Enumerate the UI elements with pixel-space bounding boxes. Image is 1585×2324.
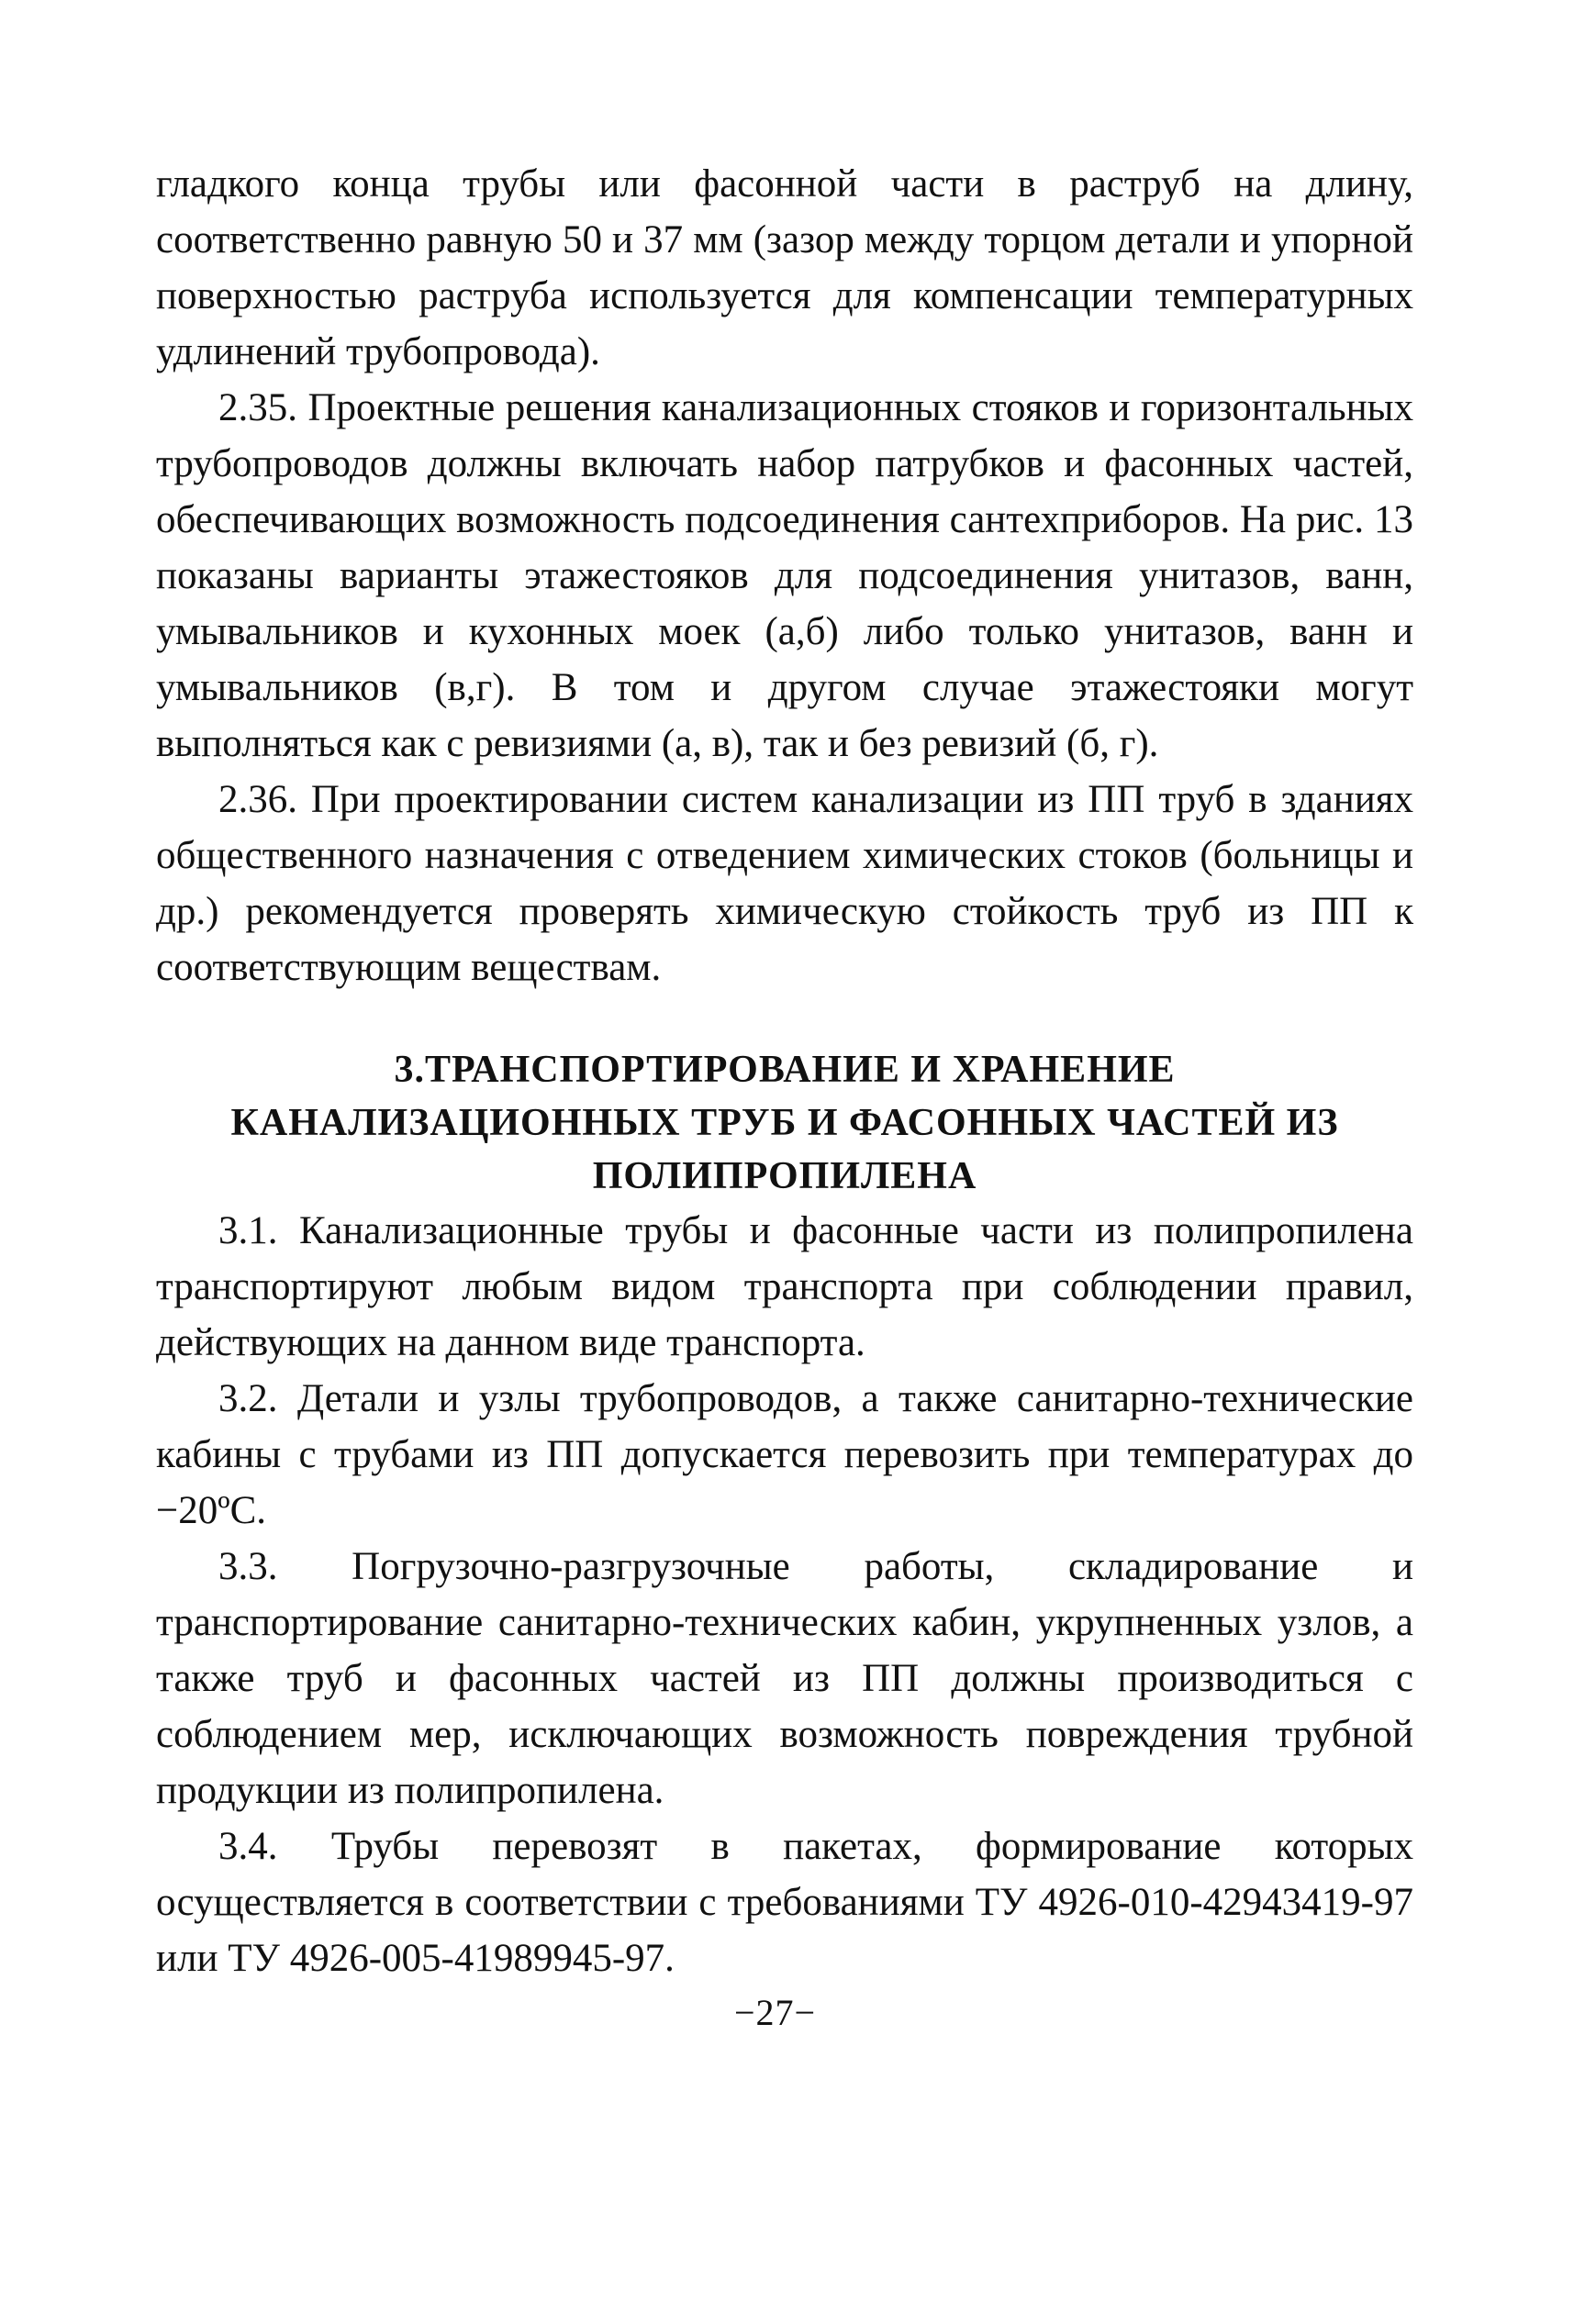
paragraph-3-3: 3.3. Погрузочно-разгрузочные работы, складирование и транспортирование санитарно-технических кабин, укрупненных узлов, а также труб и фасонных частей из ПП должны производиться с соблюдением мер, исключающих возможность повреждения трубной продукции из полипропилена. <box>156 1545 1413 1812</box>
page-number: −27− <box>734 1992 817 2033</box>
section-title-line-3: ПОЛИПРОПИЛЕНА <box>592 1155 977 1197</box>
paragraph-2-36: 2.36. При проектировании систем канализации из ПП труб в зданиях общественного назначения с отведением химических стоков (больницы и др.) рекомендуется проверять химическую стойкость труб из ПП к соответствующим веществам. <box>156 778 1413 989</box>
paragraph-3-2: 3.2. Детали и узлы трубопроводов, а также санитарно-технические кабины с трубами из ПП допускается перевозить при температурах до −20ºС. <box>156 1377 1413 1532</box>
section-title <box>156 1043 1413 1203</box>
section-title-line-2: КАНАЛИЗАЦИОННЫХ ТРУБ И ФАСОННЫХ ЧАСТЕЙ ИЗ <box>230 1102 1339 1144</box>
section-title-line-1: 3.ТРАНСПОРТИРОВАНИЕ И ХРАНЕНИЕ <box>394 1049 1176 1091</box>
paragraph-continuation: гладкого конца трубы или фасонной части в раструб на длину, соответственно равную 50 и 37 мм (зазор между торцом детали и упорной поверхностью раструба используется для компенсации температурных удлинений трубопровода). <box>156 162 1413 373</box>
paragraph-2-35: 2.35. Проектные решения канализационных стояков и горизонтальных трубопроводов должны включать набор патрубков и фасонных частей, обеспечивающих возможность подсоединения сантехприборов. На рис. 13 показаны варианты этажестояков для подсоединения унитазов, ванн, умывальников и кухонных моек (а,б) либо только унитазов, ванн и умывальников (в,г). В том и другом случае этажестояки могут выполняться как с ревизиями (а, в), так и без ревизий (б, г). <box>156 386 1413 765</box>
paragraph-3-4: 3.4. Трубы перевозят в пакетах, формирование которых осуществляется в соответствии с требованиями ТУ 4926-010-42943419-97 или ТУ 4926-005-41989945-97. <box>156 1825 1413 1980</box>
paragraph-3-1: 3.1. Канализационные трубы и фасонные части из полипропилена транспортируют любым видом транспорта при соблюдении правил, действующих на данном виде транспорта. <box>156 1209 1413 1364</box>
document-page <box>156 156 1413 1986</box>
